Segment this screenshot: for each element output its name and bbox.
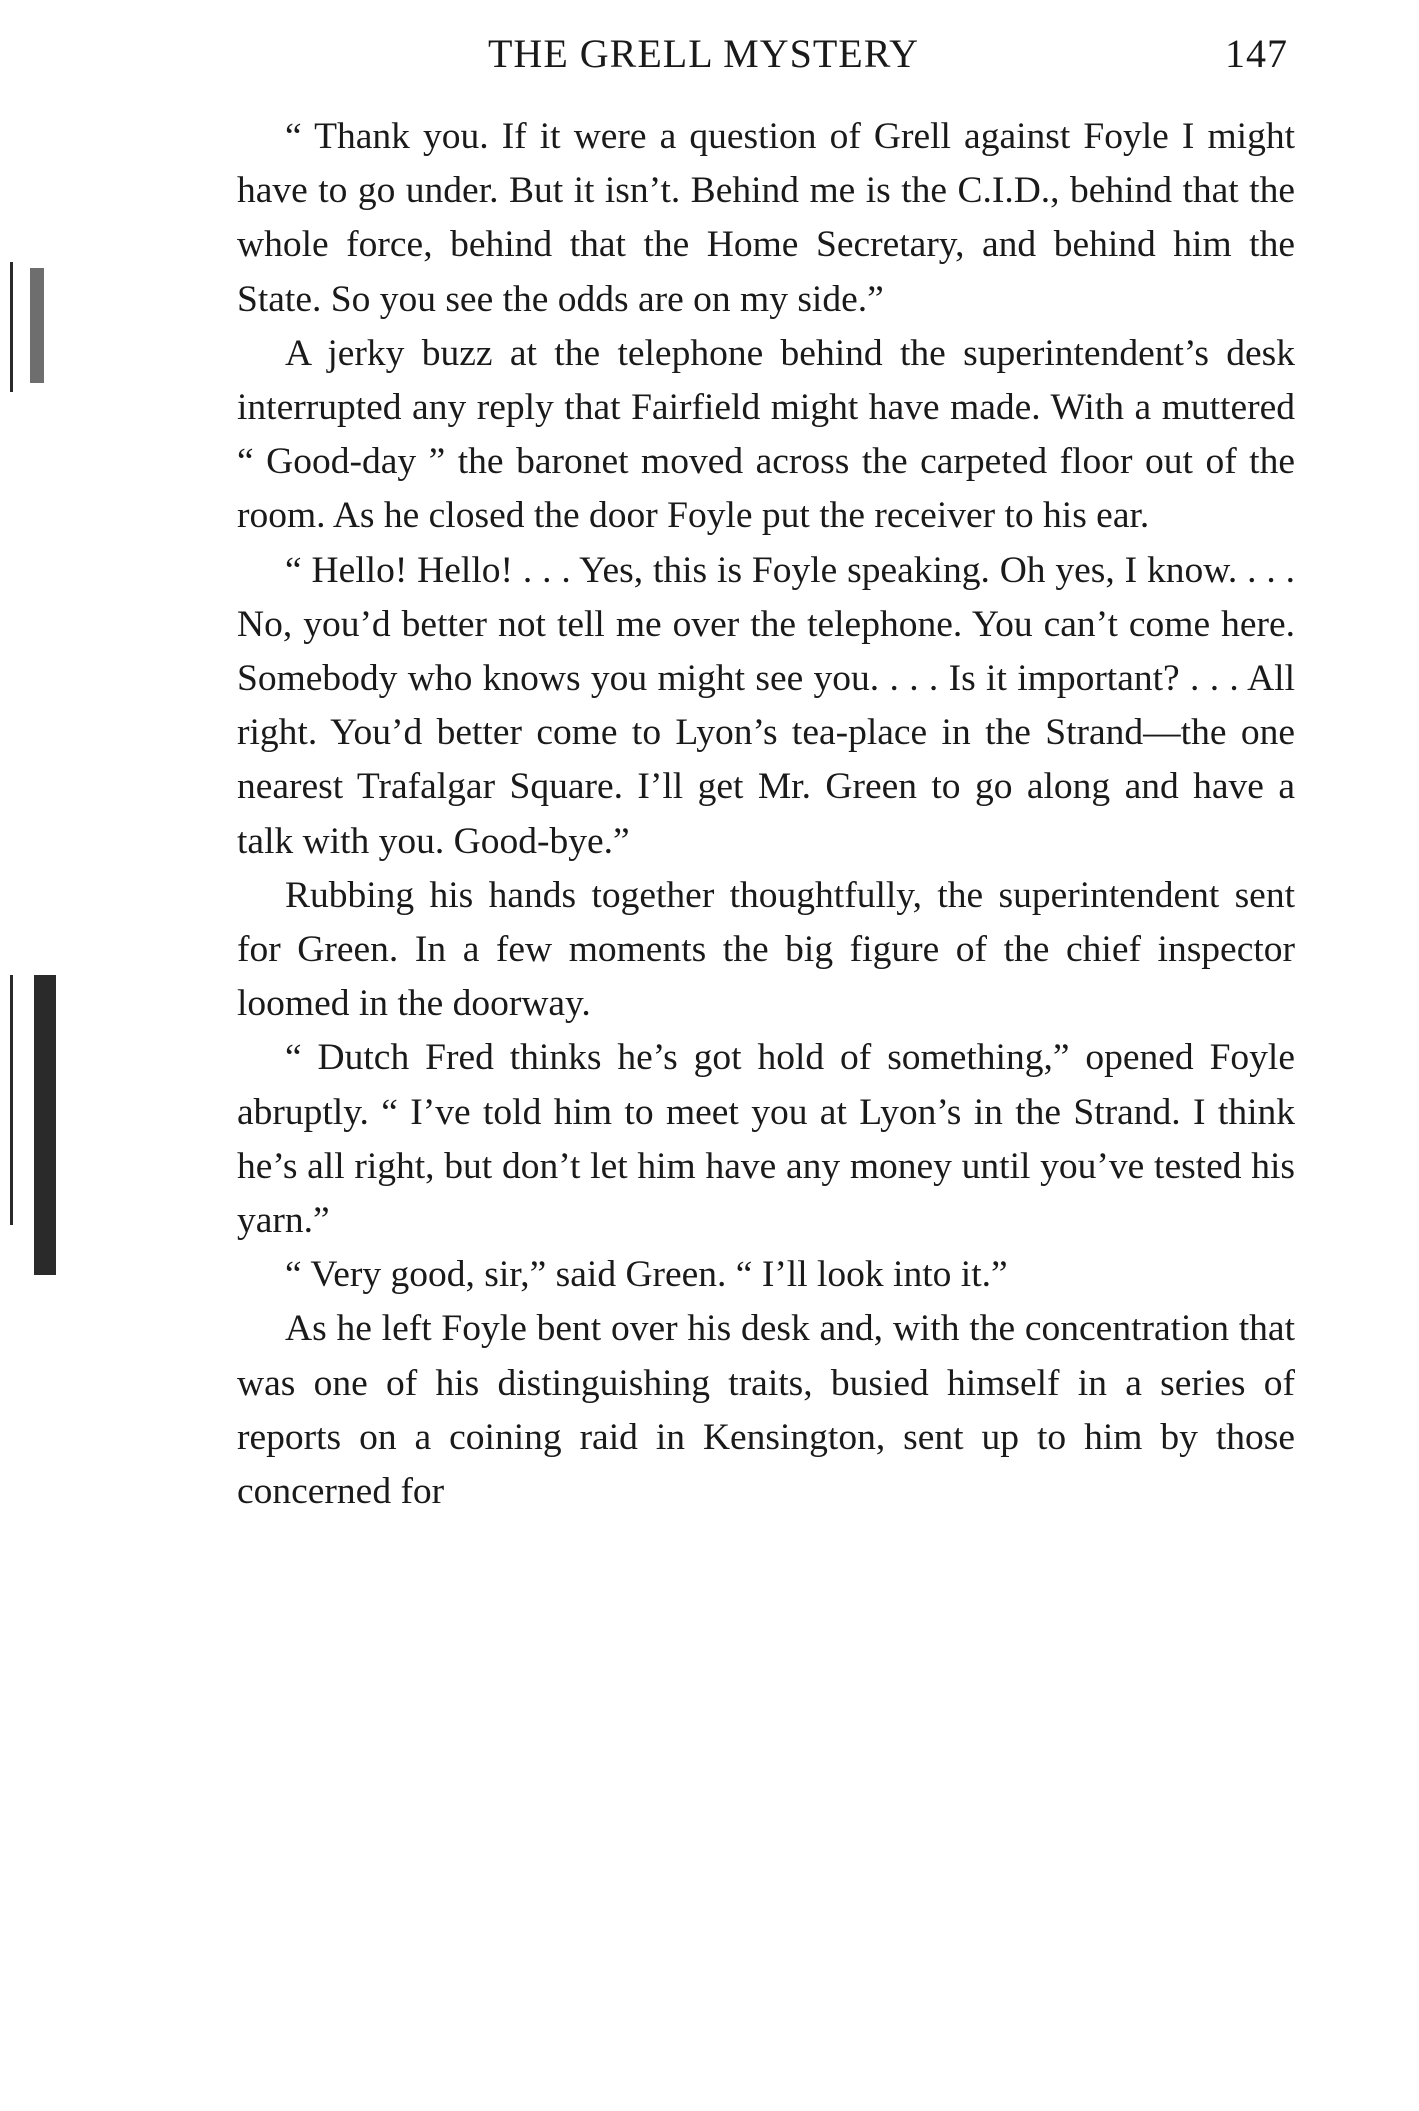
running-head	[488, 30, 1288, 80]
scan-artifact	[30, 268, 44, 383]
scan-artifact	[34, 975, 56, 1275]
paragraph: “ Hello! Hello! . . . Yes, this is Foyle speaking. Oh yes, I know. . . . No, you’d better not tell me over the telephone. You can’t come here. Somebody who knows you might see you. . . . Is it important? . . . All right. You’d better come to Lyon’s tea-place in the Strand—the one nearest Trafalgar Square. I’ll get Mr. Green to go along and have a talk with you. Good-bye.”	[237, 549, 1295, 862]
paragraph-last: As he left Foyle bent over his desk and, with the concentration that was one of his distinguishing traits, busied himself in a series of reports on a coining raid in Kensington, sent up to him by those concerned for	[237, 1308, 1295, 1513]
paragraph: “ Thank you. If it were a question of Grell against Foyle I might have to go under. But it isn’t. Behind me is the C.I.D., behind that the whole force, behind that the Home Secretary, and behind him the State. So you see the odds are on my side.”	[237, 116, 1295, 320]
scan-artifact	[10, 262, 13, 392]
paragraph: “ Dutch Fred thinks he’s got hold of something,” opened Foyle abruptly. “ I’ve told him to meet you at Lyon’s in the Strand. I think he’s all right, but don’t let him have any money until you’ve tested his yarn.”	[237, 1037, 1295, 1242]
paragraph: Rubbing his hands together thoughtfully, the superintendent sent for Green. In a few moments the big figure of the chief inspector loomed in the doorway.	[237, 874, 1295, 1025]
paragraph: A jerky buzz at the telephone behind the superintendent’s desk interrupted any reply that Fairfield might have made. With a muttered “ Good-day ” the baronet moved across the carpeted floor out of the room. As he closed the door Foyle put the receiver to his ear.	[237, 332, 1295, 537]
running-title: THE GRELL MYSTERY	[488, 31, 920, 76]
body-text	[237, 110, 1295, 1519]
scan-artifact	[10, 975, 13, 1225]
page-number: 147	[1225, 31, 1288, 76]
paragraph: “ Very good, sir,” said Green. “ I’ll look into it.”	[285, 1254, 1008, 1296]
